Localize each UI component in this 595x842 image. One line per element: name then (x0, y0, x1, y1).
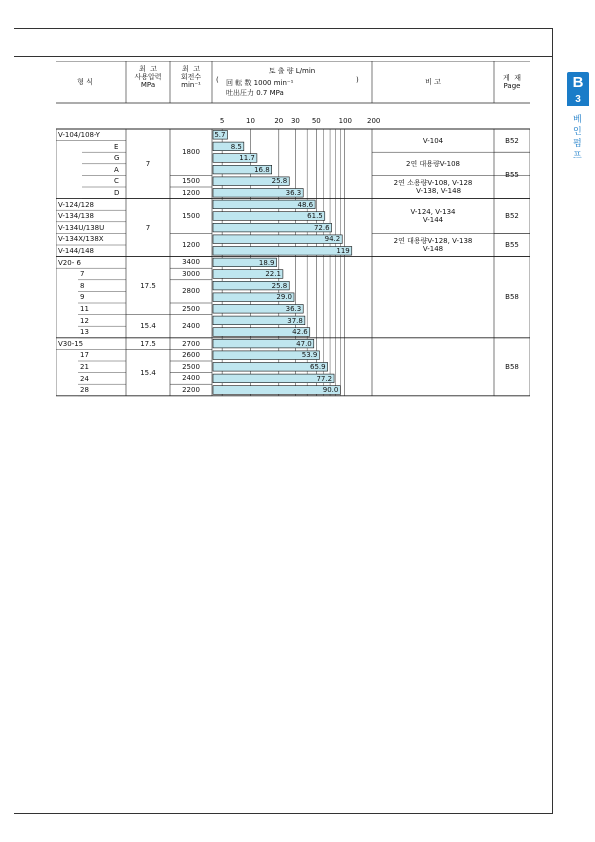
speed-value: 2700 (182, 339, 200, 348)
header-pressure: 최 고 사용압력 MPa (134, 65, 162, 89)
model-label: E (114, 142, 119, 151)
model-label: V-104/108-Y (58, 131, 100, 139)
flow-value: 42.6 (292, 328, 308, 337)
model-label: V-134U/138U (58, 223, 105, 232)
flow-value: 94.2 (324, 235, 341, 244)
model-label: G (114, 154, 120, 163)
top-rule (14, 28, 553, 29)
pressure-value: 17.5 (140, 339, 156, 348)
note-text: V-104 (422, 136, 444, 145)
page-ref: B58 (505, 293, 519, 302)
page-ref: B58 (505, 362, 519, 371)
page-ref: B55 (505, 171, 519, 180)
model-label: 9 (80, 293, 85, 302)
flow-value: 11.7 (239, 154, 255, 163)
flow-value: 8.5 (230, 142, 242, 151)
model-label: V-144/148 (58, 247, 94, 255)
flow-value: 72.6 (313, 223, 330, 232)
pressure-value: 15.4 (140, 322, 156, 331)
model-label: 11 (80, 305, 89, 313)
flow-value: 29.0 (276, 293, 293, 302)
speed-value: 1500 (182, 177, 200, 186)
header-speed: 최 고 회전수 min⁻¹ (180, 65, 202, 89)
section-letter: B (567, 72, 589, 94)
flow-value: 25.8 (271, 281, 288, 290)
speed-value: 1200 (182, 241, 200, 249)
model-label: 24 (80, 374, 89, 383)
flow-value: 36.3 (285, 189, 302, 197)
page-ref: B52 (505, 212, 519, 220)
scale-tick-label: 100 (338, 117, 353, 125)
flow-value: 18.9 (258, 258, 275, 267)
flow-value: 77.2 (316, 374, 333, 383)
pressure-value: 7 (145, 223, 151, 232)
speed-value: 1200 (182, 188, 200, 197)
pressure-value: 15.4 (140, 368, 156, 377)
header-page: 게 재 Page (503, 74, 521, 90)
speed-value: 3400 (182, 258, 200, 267)
model-label: V20- 6 (58, 258, 81, 267)
flow-paren-close: ) (356, 76, 359, 84)
model-label: V-134/138 (58, 212, 94, 221)
flow-paren-open: ( (216, 76, 219, 84)
flow-value: 90.0 (322, 386, 339, 395)
speed-value: 3000 (182, 270, 200, 278)
model-label: 12 (80, 316, 89, 325)
flow-value: 16.8 (254, 165, 270, 174)
flow-value: 25.8 (271, 177, 288, 186)
note-text: 2연 소용량V-108, V-128 V-138, V-148 (393, 179, 473, 195)
speed-value: 2500 (182, 362, 200, 371)
pressure-value: 7 (145, 159, 151, 168)
header-type: 형 식 (77, 78, 93, 86)
model-label: A (114, 165, 119, 174)
flow-value: 53.9 (301, 351, 318, 360)
speed-value: 2400 (182, 374, 200, 383)
speed-value: 2200 (182, 386, 200, 394)
flow-value: 48.6 (297, 200, 314, 209)
model-label: 8 (80, 281, 85, 290)
header-note: 비 고 (425, 78, 441, 86)
section-label: 베인펌프 (573, 115, 582, 161)
model-label: 17 (80, 351, 89, 360)
speed-value: 1800 (182, 148, 200, 157)
section-number: 3 (567, 94, 589, 106)
speed-value: 2500 (182, 304, 200, 313)
flow-value: 119 (336, 247, 350, 255)
model-label: 28 (80, 386, 89, 395)
flow-value: 5.7 (214, 131, 226, 139)
header-flow: 토 출 량 L/min (268, 67, 316, 75)
speed-value: 2400 (182, 322, 200, 331)
right-rule (552, 28, 553, 814)
scale-tick-label: 5 (219, 117, 225, 125)
page-ref: B52 (505, 136, 519, 145)
speed-value: 2800 (182, 287, 200, 296)
header-rule (14, 56, 553, 57)
note-text: V-124, V-134 V-144 (410, 208, 456, 224)
flow-value: 37.8 (287, 316, 303, 325)
flow-value: 65.9 (310, 363, 326, 371)
bottom-rule (14, 813, 553, 814)
speed-value: 2600 (182, 351, 200, 360)
scale-tick-label: 200 (367, 117, 381, 125)
flow-value: 61.5 (307, 212, 323, 221)
flow-value: 22.1 (265, 270, 281, 279)
header-flow-speed: 回 転 数 1000 min⁻¹ (226, 79, 294, 87)
scale-tick-label: 20 (274, 117, 284, 125)
model-label: D (114, 189, 120, 197)
model-label: 13 (80, 328, 89, 337)
header-flow-pressure: 吐出圧力 0.7 MPa (226, 89, 284, 97)
model-label: C (114, 177, 119, 186)
flow-value: 47.0 (296, 339, 312, 348)
scale-tick-label: 10 (246, 117, 255, 125)
model-label: V-134X/138X (58, 235, 104, 244)
pressure-value: 17.5 (140, 281, 156, 290)
note-text: 2연 대용량V-128, V-138 V-148 (393, 237, 473, 253)
section-tab (560, 72, 595, 162)
flow-value: 36.3 (285, 305, 302, 313)
model-label: V30-15 (58, 339, 84, 348)
model-label: 7 (80, 270, 85, 279)
vane-pump-flow-table (56, 61, 530, 455)
page-ref: B55 (505, 241, 519, 249)
scale-tick-label: 50 (311, 117, 321, 125)
scale-tick-label: 30 (290, 117, 300, 125)
model-label: V-124/128 (58, 200, 94, 209)
note-text: 2연 대용량V-108 (406, 159, 460, 168)
model-label: 21 (80, 363, 89, 371)
speed-value: 1500 (182, 212, 200, 220)
